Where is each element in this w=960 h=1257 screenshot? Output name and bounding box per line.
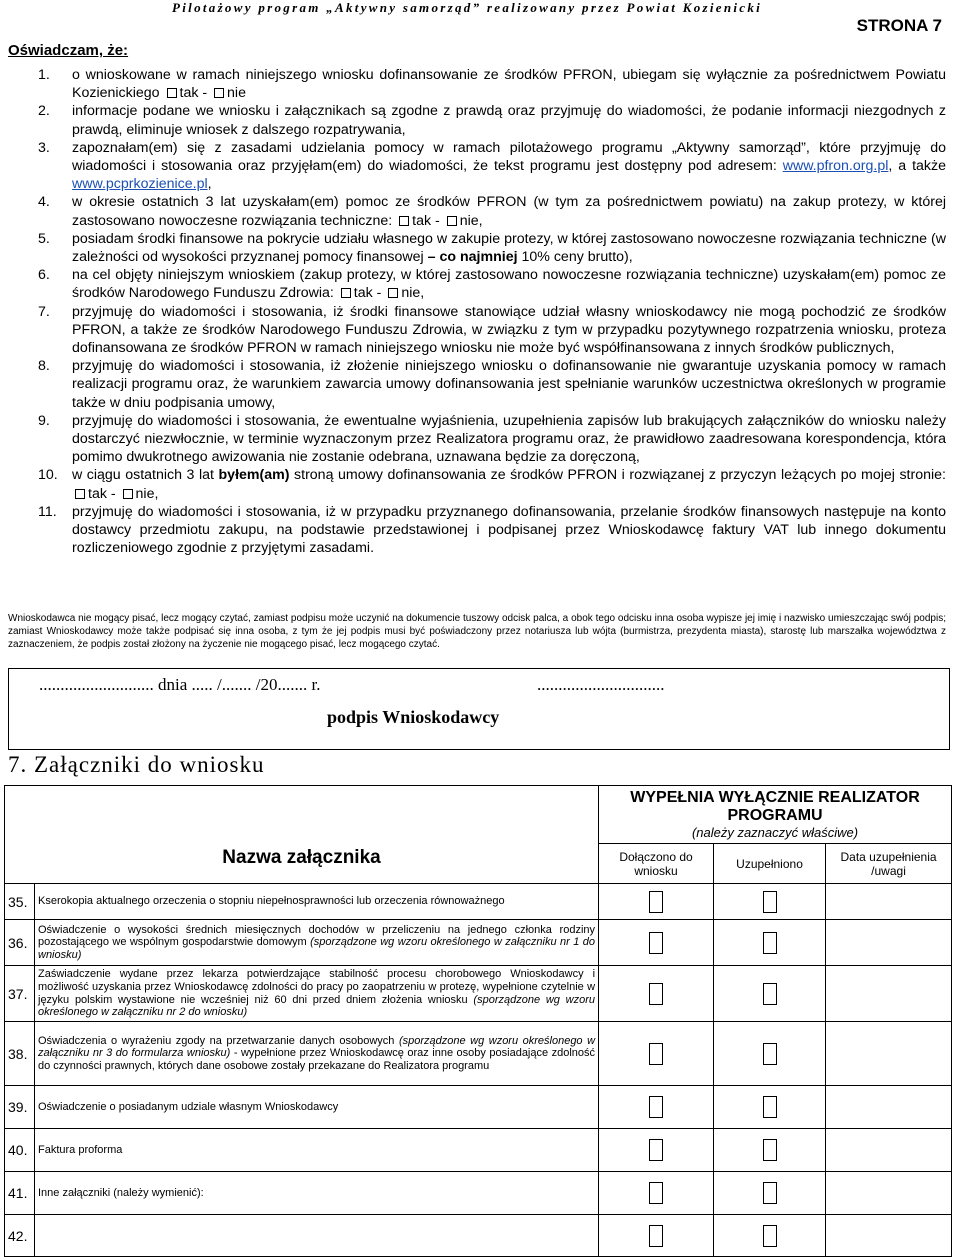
checkbox-yes[interactable] (341, 288, 351, 298)
item-text: informacje podane we wniosku i załącznikach są zgodne z prawdą oraz przyjmuję do wiadomości, że podanie informacji niezgodnych z prawdą, eliminuje wniosek z dalszego rozpatrywania, (72, 103, 946, 138)
table-row (5, 1172, 952, 1215)
supplemented-checkbox[interactable] (763, 983, 777, 1005)
declaration-item-9 (8, 412, 946, 467)
supplemented-checkbox[interactable] (763, 932, 777, 954)
checkbox-yes[interactable] (399, 216, 409, 226)
attached-cell (599, 1022, 714, 1086)
item-text: zapoznałam(em) się z zasadami udzielania pomocy w ramach pilotażowego programu „Aktywny samorząd”, które przyjmuję do wiadomości i stosowania oraz przyjęłam(em) do wiadomości, że tekst programu jest dostępny pod adresem: (72, 139, 946, 175)
attached-checkbox[interactable] (649, 932, 663, 954)
item-number: 4. (38, 194, 50, 211)
item-text: posiadam środki finansowe na pokrycie udziału własnego w zakupie protezy, w której zastosowano nowoczesne rozwiązania techniczne (w zależności od wysokości przyznanej pomocy finansowej (72, 230, 946, 266)
date-notes-cell[interactable] (826, 1172, 952, 1215)
item-text-end: , (207, 176, 212, 193)
attachment-text-italic: (sporządzone wg wzoru określonego w załączniku nr 3 do formularza wniosku) (38, 1034, 596, 1060)
date-notes-cell[interactable] (826, 1215, 952, 1257)
item-text: w ciągu ostatnich 3 lat (72, 467, 214, 484)
attached-cell (599, 920, 714, 966)
attachment-name[interactable] (35, 1215, 599, 1257)
declaration-list (8, 66, 946, 557)
table-row (5, 1086, 952, 1129)
item-text: o wnioskowane w ramach niniejszego wniosku dofinansowanie ze środków PFRON, ubiegam się wyłącznie za pośrednictwem Powiatu Kozienickiego (72, 67, 946, 102)
checkbox-no[interactable] (388, 288, 398, 298)
attachment-text-italic: (sporządzone wg wzoru określonego w załączniku nr 1 do wniosku) (38, 936, 596, 961)
signature-note: Wnioskodawca nie mogący pisać, lecz mogący czytać, zamiast podpisu może uczynić na dokumencie tuszowy odcisk palca, a obok tego odcisku inna osoba wypisze jej imię i nazwisko umieszczając swój podpis; zamiast Wnioskodawcy może także podpisać się inna osoba, z tym że jej podpis musi być poświadczony przez notariusza lub wójta (burmistrza, prezydenta miasta), starostę lub marszałka województwa z zaznaczeniem, że podpis został złożony na życzenie nie mogącego pisać, lecz mogącego czytać. (8, 613, 946, 650)
column-header-date: Data uzupełnienia /uwagi (826, 844, 952, 884)
table-row (5, 1215, 952, 1257)
realizator-header (599, 786, 952, 844)
attached-cell (599, 1086, 714, 1129)
attachment-text-italic: (sporządzone wg wzoru określonego w załączniku nr 2 do wniosku) (38, 993, 596, 1019)
declaration-item-2 (8, 102, 946, 138)
item-number: 6. (38, 267, 50, 284)
table-row (5, 1129, 952, 1172)
item-text-bold: byłem(am) (218, 467, 290, 484)
item-number: 7. (38, 303, 50, 320)
pfron-link[interactable]: www.pfron.org.pl (782, 158, 889, 175)
supplemented-cell (714, 1022, 826, 1086)
attached-checkbox[interactable] (649, 1225, 663, 1247)
attachment-name (35, 1022, 599, 1086)
signature-label: podpis Wnioskodawcy (327, 707, 500, 727)
attached-checkbox[interactable] (649, 891, 663, 913)
table-row (5, 1022, 952, 1086)
pcpr-link[interactable]: www.pcprkozienice.pl (72, 176, 208, 193)
checkbox-no[interactable] (123, 489, 133, 499)
realizator-title: WYPEŁNIA WYŁĄCZNIE REALIZATOR PROGRAMU (630, 788, 920, 824)
attached-checkbox[interactable] (649, 1139, 663, 1161)
attached-cell (599, 1129, 714, 1172)
option-no-label: nie (227, 85, 246, 102)
table-row (5, 966, 952, 1022)
attachment-name: Faktura proforma (35, 1129, 599, 1172)
declaration-item-3 (8, 139, 946, 194)
supplemented-checkbox[interactable] (763, 1139, 777, 1161)
attachment-name: Oświadczenie o posiadanym udziale własnym Wnioskodawcy (35, 1086, 599, 1129)
item-number: 9. (38, 412, 50, 429)
row-number: 36. (5, 920, 35, 966)
program-title: Pilotażowy program „Aktywny samorząd” realizowany przez Powiat Kozienicki (172, 0, 763, 15)
checkbox-yes[interactable] (167, 88, 177, 98)
row-number: 38. (5, 1022, 35, 1086)
attachment-text: Oświadczenia o wyrażeniu zgody na przetwarzanie danych osobowych (38, 1034, 395, 1047)
declaration-item-1 (8, 66, 946, 102)
table-row (5, 884, 952, 920)
table-header-row (5, 786, 952, 844)
checkbox-yes[interactable] (75, 489, 85, 499)
realizator-hint: (należy zaznaczyć właściwe) (691, 824, 859, 840)
item-text-bold: – co najmniej (427, 249, 518, 266)
item-text: przyjmuję do wiadomości i stosowania, iż środki finansowe stanowiące udział własny wnioskodawcy nie mogą pochodzić ze środków PFRON, a także ze środków Narodowego Funduszu Zdrowia, w związku z tym w przypadku pozytywnego rozpatrzenia wniosku, proteza dofinansowana ze środków PFRON w ramach niniejszego wniosku nie może być współfinansowana z innych środków publicznych, (72, 303, 946, 357)
declaration-item-8 (8, 357, 946, 412)
declaration-item-6 (8, 266, 946, 302)
attached-checkbox[interactable] (649, 1096, 663, 1118)
attachment-name (35, 966, 599, 1022)
attachment-text: Oświadczenie o wysokości średnich miesięcznych dochodów w przeliczeniu na jednego członka rodziny pozostającego we wspólnym gospodarstwie domowym (38, 923, 596, 949)
date-notes-cell[interactable] (826, 884, 952, 920)
page-number: STRONA 7 (856, 16, 942, 35)
attached-cell (599, 1215, 714, 1257)
row-number: 40. (5, 1129, 35, 1172)
supplemented-checkbox[interactable] (763, 1043, 777, 1065)
attachment-text-end: - wypełnione przez Wnioskodawcę oraz inne osoby posiadające zdolność do czynności prawnych, których dane osobowe zostały przekazane do Realizatora programu (38, 1047, 596, 1072)
supplemented-cell (714, 920, 826, 966)
date-field[interactable]: ........................... dnia ..... /....... /20....... r. (39, 675, 321, 694)
date-notes-cell[interactable] (826, 920, 952, 966)
item-text-mid: , a także (888, 158, 946, 175)
supplemented-checkbox[interactable] (763, 1182, 777, 1204)
item-text: na cel objęty niniejszym wnioskiem (zakup protezy, w której zastosowano nowoczesne rozwiązania techniczne) uzyskałam(em) pomoc ze środków Narodowego Funduszu Zdrowia: (72, 267, 946, 302)
date-notes-cell[interactable] (826, 1129, 952, 1172)
item-number: 5. (38, 230, 50, 247)
attachments-table (4, 785, 952, 1257)
attachment-name: Kserokopia aktualnego orzeczenia o stopniu niepełnosprawności lub orzeczenia równoważnego (35, 884, 599, 920)
option-no-label: nie, (135, 485, 159, 502)
declaration-item-7 (8, 303, 946, 358)
item-number: 3. (38, 139, 50, 156)
row-number: 41. (5, 1172, 35, 1215)
declaration-item-10 (8, 466, 946, 502)
column-header-attached: Dołączono do wniosku (599, 844, 714, 884)
attached-cell (599, 1172, 714, 1215)
item-text: w okresie ostatnich 3 lat uzyskałam(em) pomoc ze środków PFRON (w tym za pośrednictwem powiatu) na zakup protezy, w której zastosowano nowoczesne rozwiązania techniczne: (72, 194, 946, 229)
checkbox-no[interactable] (447, 216, 457, 226)
column-header-supplemented: Uzupełniono (714, 844, 826, 884)
date-notes-cell[interactable] (826, 1086, 952, 1129)
signature-box (8, 668, 950, 750)
supplemented-checkbox[interactable] (763, 1096, 777, 1118)
column-header-name: Nazwa załącznika (5, 786, 599, 884)
attached-cell (599, 966, 714, 1022)
supplemented-cell (714, 1172, 826, 1215)
option-yes-label: tak - (353, 285, 382, 302)
table-row (5, 920, 952, 966)
row-number: 42. (5, 1215, 35, 1257)
item-text: przyjmuję do wiadomości i stosowania, iż w przypadku przyznanego dofinansowania, przelanie środków finansowych następuje na konto dostawcy przedmiotu zakupu, na podstawie przedstawionej i podpisanej przez Wnioskodawcę faktury VAT lub innego dokumentu rozliczeniowego zgodnie z przyjętymi zasadami. (72, 503, 946, 557)
supplemented-cell (714, 1215, 826, 1257)
row-number: 35. (5, 884, 35, 920)
supplemented-cell (714, 966, 826, 1022)
attachment-text: Zaświadczenie wydane przez lekarza potwierdzające stabilność procesu chorobowego Wnioskodawcy i możliwość uzyskania przez Wnioskodawcę zdolności do pracy po zaopatrzeniu w protezę, wypełnione czytelnie w języku polskim wystawione nie wcześniej niż 60 dni przed dniem złożenia wniosku (38, 968, 596, 1006)
supplemented-checkbox[interactable] (763, 891, 777, 913)
option-no-label: nie, (459, 212, 483, 229)
option-no-label: nie, (401, 285, 425, 302)
option-yes-label: tak - (412, 212, 440, 229)
declaration-item-5 (8, 230, 946, 266)
date-notes-cell[interactable] (826, 966, 952, 1022)
supplemented-cell (714, 884, 826, 920)
row-number: 39. (5, 1086, 35, 1129)
supplemented-cell (714, 1129, 826, 1172)
declaration-item-4 (8, 193, 946, 229)
attached-checkbox[interactable] (649, 983, 663, 1005)
checkbox-no[interactable] (214, 88, 224, 98)
attached-checkbox[interactable] (649, 1043, 663, 1065)
item-text: przyjmuję do wiadomości i stosowania, iż złożenie niniejszego wniosku o dofinansowanie nie gwarantuje uzyskania pomocy w ramach realizacji programu oraz, że warunkiem zawarcia umowy dofinansowania jest spełnianie warunków uczestnictwa określonych w programie także w dniu podpisania umowy, (72, 358, 946, 411)
row-number: 37. (5, 966, 35, 1022)
supplemented-cell (714, 1086, 826, 1129)
item-number: 1. (38, 67, 50, 83)
item-text-end: stroną umowy dofinansowania ze środków PFRON i rozwiązanej z przyczyn leżących po mojej stronie: (294, 467, 946, 484)
item-text: przyjmuję do wiadomości i stosowania, że ewentualne wyjaśnienia, uzupełnienia zapisów lub brakujących załączników do wniosku należy dostarczyć niezwłocznie, w terminie wyznaczonym przez Realizatora programu oraz, że prawidłowo zaadresowana korespondencja, która pomimo dwukrotnego awizowania nie zostanie odebrana, uznawana będzie za doręczoną, (72, 412, 946, 466)
declaration-heading: Oświadczam, że: (8, 42, 129, 59)
declaration-item-11 (8, 503, 946, 558)
option-yes-label: tak - (88, 485, 116, 502)
item-number: 11. (38, 503, 57, 520)
attached-checkbox[interactable] (649, 1182, 663, 1204)
item-text-end: 10% ceny brutto), (521, 249, 633, 266)
date-notes-cell[interactable] (826, 1022, 952, 1086)
attachments-section-title: 7. Załączniki do wniosku (8, 752, 265, 777)
item-number: 2. (38, 103, 50, 120)
item-number: 8. (38, 358, 50, 375)
signature-field[interactable]: .............................. (537, 675, 665, 694)
supplemented-checkbox[interactable] (763, 1225, 777, 1247)
attachment-name: Inne załączniki (należy wymienić): (35, 1172, 599, 1215)
option-yes-label: tak - (179, 85, 208, 102)
attachment-name (35, 920, 599, 966)
attached-cell (599, 884, 714, 920)
item-number: 10. (38, 467, 58, 484)
